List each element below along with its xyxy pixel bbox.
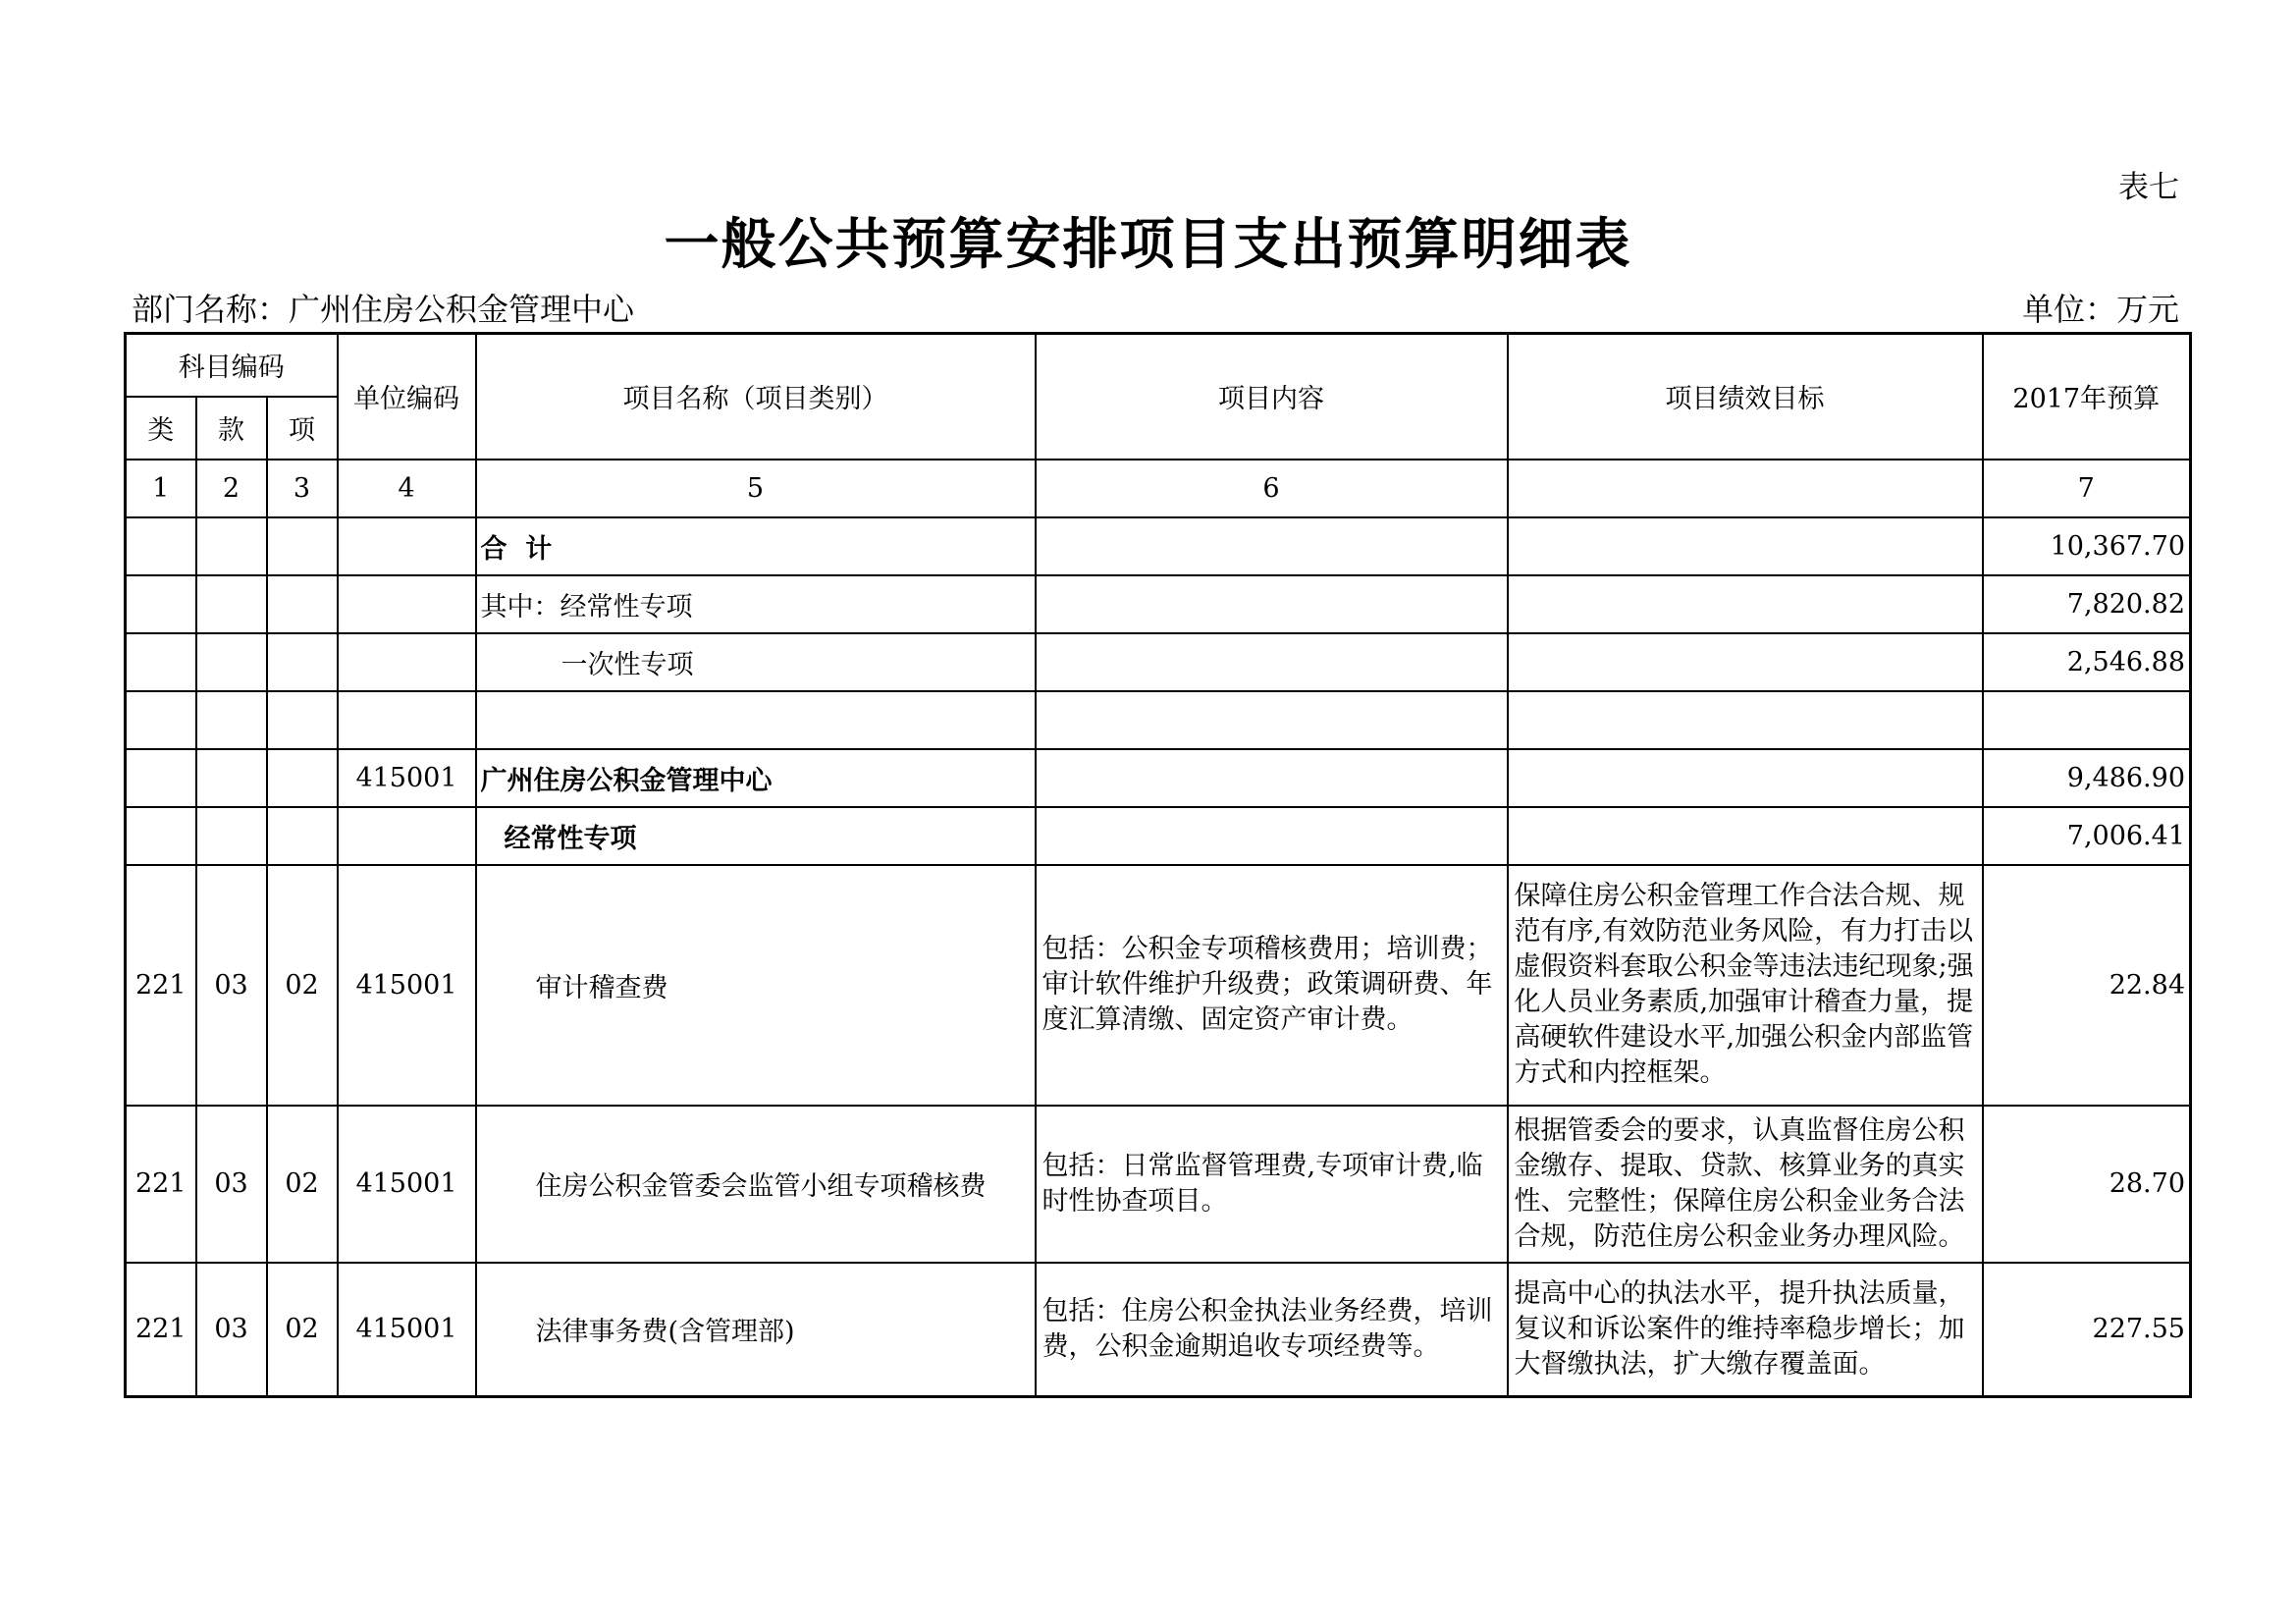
cell-unit-code: 415001 (338, 865, 476, 1106)
header-xiang: 项 (267, 397, 338, 460)
cell-xiang (267, 633, 338, 691)
cell-performance-goal (1508, 749, 1983, 807)
index-cell: 6 (1036, 460, 1508, 517)
cell-unit-code: 415001 (338, 1106, 476, 1263)
cell-xiang: 02 (267, 865, 338, 1106)
index-cell: 3 (267, 460, 338, 517)
header-unit-code: 单位编码 (338, 334, 476, 460)
cell-project-content: 包括：住房公积金执法业务经费，培训费，公积金逾期追收专项经费等。 (1036, 1263, 1508, 1397)
table-row (126, 865, 2191, 1106)
cell-performance-goal: 根据管委会的要求，认真监督住房公积金缴存、提取、贷款、核算业务的真实性、完整性；保障住房公积金业务合法合规，防范住房公积金业务办理风险。 (1508, 1106, 1983, 1263)
cell-kuan (196, 691, 267, 749)
cell-kuan (196, 633, 267, 691)
table-number: 表七 (2118, 170, 2179, 205)
cell-project-name: 经常性专项 (476, 807, 1036, 865)
cell-lei: 221 (126, 865, 196, 1106)
cell-performance-goal (1508, 575, 1983, 633)
cell-performance-goal (1508, 691, 1983, 749)
table-row (126, 633, 2191, 691)
index-cell: 7 (1983, 460, 2191, 517)
cell-kuan (196, 749, 267, 807)
cell-unit-code (338, 633, 476, 691)
index-cell: 4 (338, 460, 476, 517)
cell-xiang (267, 749, 338, 807)
cell-project-content (1036, 749, 1508, 807)
cell-amount: 2,546.88 (1983, 633, 2191, 691)
cell-xiang (267, 807, 338, 865)
cell-unit-code: 415001 (338, 1263, 476, 1397)
cell-amount: 10,367.70 (1983, 517, 2191, 575)
table-row (126, 575, 2191, 633)
header-lei: 类 (126, 397, 196, 460)
cell-project-name: 合 计 (476, 517, 1036, 575)
cell-performance-goal: 保障住房公积金管理工作合法合规、规范有序,有效防范业务风险，有力打击以虚假资料套取公积金等违法违纪现象;强化人员业务素质,加强审计稽查力量，提高硬软件建设水平,加强公积金内部监管方式和内控框架。 (1508, 865, 1983, 1106)
cell-lei (126, 807, 196, 865)
cell-project-content (1036, 633, 1508, 691)
cell-project-content (1036, 691, 1508, 749)
cell-xiang: 02 (267, 1106, 338, 1263)
cell-lei (126, 749, 196, 807)
cell-xiang: 02 (267, 1263, 338, 1397)
department-name: 部门名称：广州住房公积金管理中心 (132, 291, 635, 328)
index-row (126, 460, 2191, 517)
cell-unit-code: 415001 (338, 749, 476, 807)
cell-project-name (476, 691, 1036, 749)
cell-xiang (267, 575, 338, 633)
cell-kuan: 03 (196, 865, 267, 1106)
cell-unit-code (338, 691, 476, 749)
cell-amount: 227.55 (1983, 1263, 2191, 1397)
cell-amount: 22.84 (1983, 865, 2191, 1106)
table-row (126, 517, 2191, 575)
header-subject-code: 科目编码 (126, 334, 338, 397)
cell-kuan (196, 807, 267, 865)
cell-lei (126, 517, 196, 575)
table-row (126, 691, 2191, 749)
unit-label: 单位：万元 (2021, 291, 2179, 328)
header-performance-goal: 项目绩效目标 (1508, 334, 1983, 460)
table-row (126, 1106, 2191, 1263)
index-cell (1508, 460, 1983, 517)
cell-performance-goal: 提高中心的执法水平，提升执法质量，复议和诉讼案件的维持率稳步增长；加大督缴执法，扩大缴存覆盖面。 (1508, 1263, 1983, 1397)
header-kuan: 款 (196, 397, 267, 460)
header-project-name: 项目名称（项目类别） (476, 334, 1036, 460)
cell-unit-code (338, 807, 476, 865)
cell-lei (126, 575, 196, 633)
cell-project-content (1036, 517, 1508, 575)
cell-project-content: 包括：日常监督管理费,专项审计费,临时性协查项目。 (1036, 1106, 1508, 1263)
cell-amount: 28.70 (1983, 1106, 2191, 1263)
cell-xiang (267, 691, 338, 749)
table-row (126, 749, 2191, 807)
index-cell: 1 (126, 460, 196, 517)
cell-amount: 7,820.82 (1983, 575, 2191, 633)
cell-unit-code (338, 517, 476, 575)
cell-lei (126, 691, 196, 749)
cell-project-name: 住房公积金管委会监管小组专项稽核费 (476, 1106, 1036, 1263)
cell-project-name: 其中：经常性专项 (476, 575, 1036, 633)
cell-xiang (267, 517, 338, 575)
table-row (126, 807, 2191, 865)
cell-performance-goal (1508, 517, 1983, 575)
index-cell: 5 (476, 460, 1036, 517)
cell-performance-goal (1508, 807, 1983, 865)
cell-project-name: 法律事务费(含管理部) (476, 1263, 1036, 1397)
cell-project-name: 审计稽查费 (476, 865, 1036, 1106)
cell-project-content (1036, 575, 1508, 633)
cell-lei: 221 (126, 1106, 196, 1263)
cell-kuan: 03 (196, 1106, 267, 1263)
cell-kuan (196, 517, 267, 575)
cell-amount: 7,006.41 (1983, 807, 2191, 865)
cell-lei (126, 633, 196, 691)
cell-project-name: 一次性专项 (476, 633, 1036, 691)
cell-unit-code (338, 575, 476, 633)
cell-amount (1983, 691, 2191, 749)
cell-amount: 9,486.90 (1983, 749, 2191, 807)
cell-kuan (196, 575, 267, 633)
page-title: 一般公共预算安排项目支出预算明细表 (664, 212, 1632, 277)
cell-performance-goal (1508, 633, 1983, 691)
cell-project-name: 广州住房公积金管理中心 (476, 749, 1036, 807)
cell-kuan: 03 (196, 1263, 267, 1397)
header-budget-2017: 2017年预算 (1983, 334, 2191, 460)
cell-project-content (1036, 807, 1508, 865)
table-row (126, 1263, 2191, 1397)
index-cell: 2 (196, 460, 267, 517)
cell-lei: 221 (126, 1263, 196, 1397)
header-row-1 (126, 334, 2191, 397)
budget-table (124, 332, 2192, 1398)
header-project-content: 项目内容 (1036, 334, 1508, 460)
cell-project-content: 包括：公积金专项稽核费用；培训费；审计软件维护升级费；政策调研费、年度汇算清缴、固定资产审计费。 (1036, 865, 1508, 1106)
